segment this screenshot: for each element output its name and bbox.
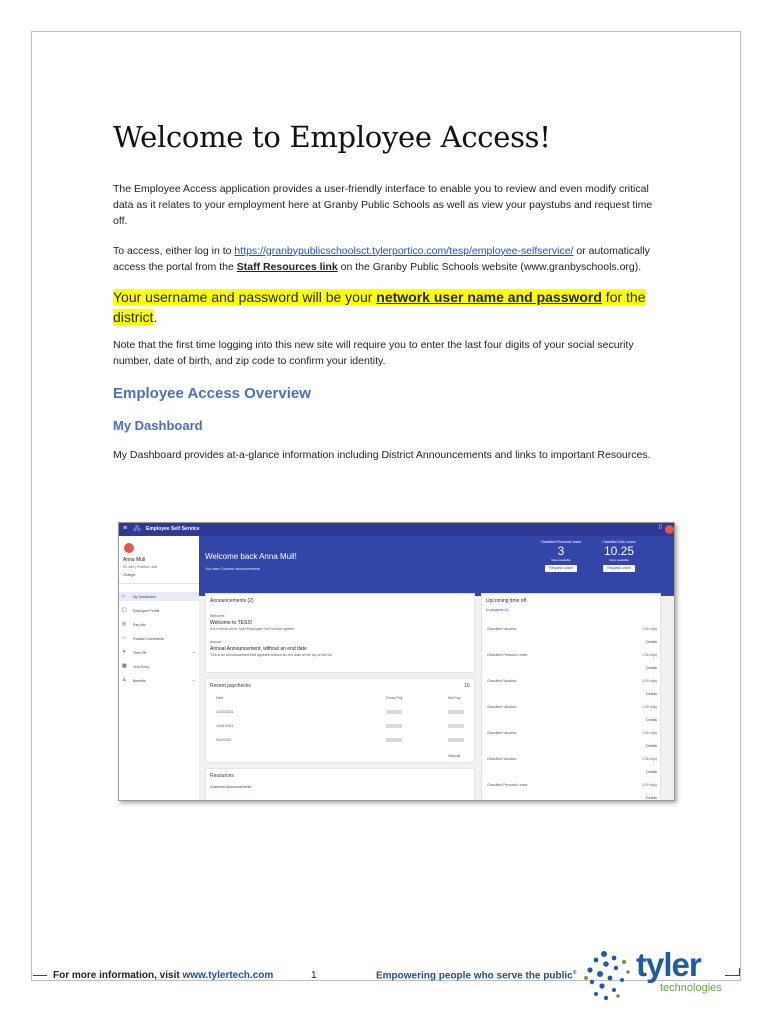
time-off-type: Classified Vacation xyxy=(487,757,517,761)
first-login-note: Note that the first time logging into this new site will require you to enter the last four digits of your social security number, date of birth, and zip code to confirm your identity. xyxy=(113,338,634,367)
table-row xyxy=(216,724,466,728)
view-all-link: View all xyxy=(448,754,460,758)
details-link: Details xyxy=(646,692,657,696)
access-text-after: on the Granby Public Schools website (www.granbyschools.org). xyxy=(337,260,642,273)
col-net: Net Pay xyxy=(448,696,461,700)
announcement-body: This is an announcement that appears without an end date at the top of the list. xyxy=(210,653,333,657)
tagline-text: Empowering people who serve the public xyxy=(376,970,573,982)
calendar-icon: ▦ xyxy=(122,663,127,669)
time-off-hours: 1.00 hr(s) xyxy=(642,731,657,735)
resources-link: Customer Announcements xyxy=(210,785,252,789)
overview-heading: Employee Access Overview xyxy=(113,384,311,402)
footer-info xyxy=(53,970,273,981)
footer-rule-tick xyxy=(739,968,740,976)
balance-label: Classified Sick Leave xyxy=(602,540,636,544)
app-top-bar xyxy=(119,523,675,536)
announcement-title: Welcome to TESS! xyxy=(210,620,253,626)
redacted-amount xyxy=(386,710,402,714)
time-off-hours: 1.00 hr(s) xyxy=(642,705,657,709)
balance-value: 10.25 xyxy=(603,544,635,558)
time-off-type: Classified Vacation xyxy=(487,731,517,735)
nav-label: Pay Info xyxy=(133,622,146,627)
time-off-hours: 1.00 hr(s) xyxy=(642,627,657,631)
menu-icon: ≡ xyxy=(123,525,128,532)
resources-title: Resources xyxy=(210,773,234,779)
redacted-amount xyxy=(386,724,402,728)
intro-paragraph: The Employee Access application provides a user-friendly interface to enable you to review and even modify critical data as it relates to your employment here at Granby Public Schools as well as view your paystubs and request time off. xyxy=(113,182,653,227)
list-item xyxy=(487,731,657,757)
list-item xyxy=(487,757,657,783)
redacted-amount xyxy=(386,738,402,742)
access-text-before: To access, either log in to xyxy=(113,244,235,257)
credentials-text-before: Your username and password will be your xyxy=(113,288,377,305)
footer-tagline xyxy=(376,970,576,981)
nav-label: My Dashboard xyxy=(133,594,156,599)
document-icon: ○ xyxy=(122,635,126,641)
request-leave-button: Request Leave xyxy=(545,565,577,572)
nav-item-documents xyxy=(119,634,199,643)
paycheck-date: 10/01/2021 xyxy=(216,724,234,728)
credentials-notice xyxy=(113,287,658,327)
tyler-brand: tyler xyxy=(636,946,701,983)
redacted-amount xyxy=(448,710,464,714)
time-off-hours: 1.00 hr(s) xyxy=(642,679,657,683)
upcoming-title: Upcoming time off xyxy=(486,598,527,604)
nav-item-benefits xyxy=(119,676,199,685)
nav-item-time-off xyxy=(119,648,199,657)
footer-rule-left xyxy=(33,975,47,976)
credentials-period: . xyxy=(153,308,158,325)
page-footer xyxy=(0,946,770,1010)
credentials-emphasis: network user name and password xyxy=(376,288,602,305)
footer-info-text: For more information, visit xyxy=(53,970,183,981)
balance-personal-leave xyxy=(536,540,586,572)
balance-sub: Days available xyxy=(551,558,571,562)
time-off-type: Classified Personal Leave xyxy=(487,653,528,657)
redacted-amount xyxy=(448,724,464,728)
balance-sick-leave xyxy=(594,540,644,572)
announcement-banner-text: You have 2 unread announcements xyxy=(205,567,261,571)
nav-label: Position Documents xyxy=(133,636,165,641)
table-row xyxy=(216,738,466,742)
paycheck-date: 9/15/2021 xyxy=(216,738,232,742)
benefits-icon: ♙ xyxy=(122,677,127,683)
paychecks-card xyxy=(205,678,475,763)
list-item xyxy=(487,705,657,731)
request-leave-button: Request Leave xyxy=(603,565,635,572)
announcement-body: It is a mess of the Tyler Employee Self Service system. xyxy=(210,627,296,631)
nav-label: Benefits xyxy=(133,678,146,683)
list-item xyxy=(487,679,657,705)
balance-label: Classified Personal Leave xyxy=(540,540,582,544)
nav-item-pay xyxy=(119,620,199,629)
apps-grid-icon: ⁞⁞ xyxy=(658,525,662,531)
col-date: Date xyxy=(216,696,224,700)
access-text-mid: or automatically access the portal from the xyxy=(113,244,650,273)
announcement-title: Annual Announcement, without an end date xyxy=(210,646,307,652)
details-link: Details xyxy=(646,744,657,748)
details-link: Details xyxy=(646,718,657,722)
paycheck-header xyxy=(216,696,466,700)
redacted-amount xyxy=(448,738,464,742)
app-logo-icon: ⁂ xyxy=(133,524,141,533)
paychecks-title: Recent paychecks xyxy=(210,683,251,689)
upcoming-filter: In progress (4) xyxy=(486,608,509,612)
time-off-hours: 1.00 hr(s) xyxy=(642,783,657,787)
list-item xyxy=(487,653,657,679)
announcements-card xyxy=(205,593,475,673)
time-off-hours: 1.00 hr(s) xyxy=(642,653,657,657)
chevron-down-icon: ⌄ xyxy=(192,649,196,654)
announcements-title: Announcements (2) xyxy=(210,598,254,604)
time-off-type: Classified Vacation xyxy=(487,627,517,631)
portal-link[interactable]: https://granbypublicschoolsct.tylerportico.com/tesp/employee-selfservice/ xyxy=(234,244,574,257)
resources-card xyxy=(205,768,475,801)
tyler-brand-sub: technologies xyxy=(660,982,722,994)
sidebar-divider xyxy=(119,583,199,584)
time-off-type: Classified Personal Leave xyxy=(487,783,528,787)
page-number: 1 xyxy=(311,970,317,981)
user-info: ID: ### | Position: ### xyxy=(123,565,158,569)
user-name: Anna Mull xyxy=(123,557,146,563)
nav-item-dashboard xyxy=(119,592,199,601)
home-icon: ⌂ xyxy=(122,593,126,599)
announcement-tag: Welcome xyxy=(210,614,225,618)
access-paragraph xyxy=(113,243,658,275)
nav-item-year xyxy=(119,662,199,671)
nav-label: Employee Profile xyxy=(133,608,160,613)
app-sidebar xyxy=(119,536,199,801)
time-off-type: Classified Vacation xyxy=(487,705,517,709)
pay-icon: ◎ xyxy=(122,621,127,627)
nav-label: Time Off xyxy=(133,650,147,655)
footer-website-link[interactable]: www.tylertech.com xyxy=(182,970,274,981)
details-link: Details xyxy=(646,666,657,670)
balance-sub: Days available xyxy=(609,558,629,562)
col-gross: Gross Pay xyxy=(386,696,403,700)
paychecks-count: 10 xyxy=(464,683,470,689)
list-item xyxy=(487,627,657,653)
tyler-logo-dots-icon xyxy=(582,950,634,1002)
chevron-down-icon: ⌄ xyxy=(192,677,196,682)
time-off-hours: 1.00 hr(s) xyxy=(642,757,657,761)
welcome-banner xyxy=(199,536,675,596)
profile-icon: ▢ xyxy=(122,607,127,613)
dashboard-screenshot xyxy=(118,522,675,801)
page-title: Welcome to Employee Access! xyxy=(113,120,551,154)
time-off-type: Classified Vacation xyxy=(487,679,517,683)
document-body xyxy=(113,120,658,463)
paycheck-date: 10/15/2021 xyxy=(216,710,234,714)
registered-mark: ® xyxy=(572,970,577,976)
nav-item-profile xyxy=(119,606,199,615)
table-row xyxy=(216,710,466,714)
dashboard-heading: My Dashboard xyxy=(113,417,203,433)
nav-label: Year Entry xyxy=(133,664,150,669)
announcement-tag: Annual xyxy=(210,640,221,644)
change-link: Change xyxy=(123,573,136,577)
plane-icon: ✈ xyxy=(122,649,127,655)
top-avatar xyxy=(665,525,674,534)
app-name: Employee Self Service xyxy=(146,526,200,532)
credentials-text-after: for the district xyxy=(113,288,646,325)
dashboard-description: My Dashboard provides at-a-glance information including District Announcements and links to important Resources. xyxy=(113,448,651,461)
staff-resources-link[interactable]: Staff Resources link xyxy=(236,260,338,273)
upcoming-time-off-card xyxy=(481,593,661,801)
user-avatar xyxy=(124,543,134,553)
welcome-text: Welcome back Anna Mull! xyxy=(205,552,297,561)
footer-rule-right xyxy=(725,975,739,976)
list-item xyxy=(487,783,657,801)
details-link: Details xyxy=(646,796,657,800)
balance-value: 3 xyxy=(557,544,565,558)
details-link: Details xyxy=(646,640,657,644)
details-link: Details xyxy=(646,770,657,774)
